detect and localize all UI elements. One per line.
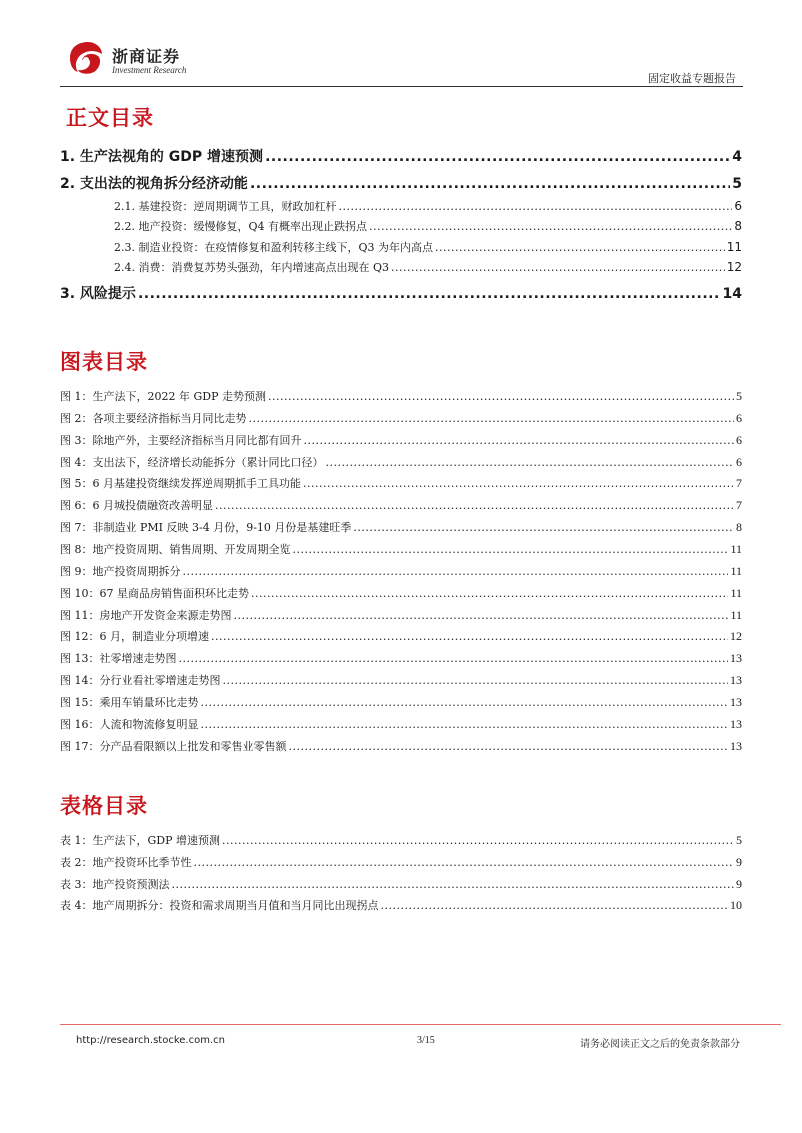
toc-entry-label: 3. 风险提示 — [60, 286, 136, 302]
toc-entry-page: 12 — [726, 260, 742, 274]
toc-entry-page: 6 — [734, 199, 742, 213]
toc-leader-dots — [250, 176, 730, 192]
toc-entry-label: 图 7：非制造业 PMI 反映 3-4 月份，9-10 月份是基建旺季 — [60, 521, 352, 535]
toc-entry-label: 表 3：地产投资预测法 — [60, 877, 170, 891]
toc-entry-page: 9 — [736, 876, 742, 891]
toc-entry[interactable] — [60, 897, 742, 913]
toc-entry-label: 表 4：地产周期拆分：投资和需求周期当月值和当月同比出现拐点 — [60, 899, 379, 913]
toc-leader-dots — [234, 609, 729, 622]
toc-entry-page: 11 — [726, 240, 742, 254]
report-type: 固定收益专题报告 — [648, 72, 736, 85]
toc-leader-dots — [201, 696, 729, 709]
page-indicator: 3/15 — [417, 1035, 435, 1046]
toc-entry-page: 8 — [734, 219, 742, 233]
toc-entry-label: 图 14：分行业看社零增速走势图 — [60, 674, 221, 688]
toc-entry[interactable] — [60, 432, 742, 448]
toc-leader-dots — [249, 412, 735, 425]
toc-entry[interactable] — [60, 672, 742, 688]
toc-entry-page: 11 — [730, 541, 742, 556]
figures-title: 图表目录 — [60, 350, 148, 374]
toc-entry-label: 图 17：分产品看限额以上批发和零售业零售额 — [60, 739, 287, 753]
toc-entry-label: 2.4. 消费：消费复苏势头强劲，年内增速高点出现在 Q3 — [114, 261, 389, 274]
toc-entry-label: 图 10：67 星商品房销售面积环比走势 — [60, 586, 249, 600]
toc-entry-page: 5 — [736, 389, 742, 403]
toc-entry[interactable] — [60, 519, 742, 535]
toc-leader-dots — [194, 856, 735, 869]
toc-entry-label: 图 16：人流和物流修复明显 — [60, 717, 199, 731]
toc-leader-dots — [251, 587, 728, 600]
toc-entry[interactable] — [60, 738, 742, 754]
toc-entry-page: 12 — [730, 629, 742, 644]
toc-entry[interactable] — [60, 454, 742, 470]
toc-leader-dots — [369, 220, 732, 233]
toc-leader-dots — [304, 434, 735, 447]
toc-entry[interactable] — [60, 628, 742, 644]
toc-leader-dots — [138, 286, 721, 302]
toc-entry-label: 图 1：生产法下，2022 年 GDP 走势预测 — [60, 390, 266, 403]
toc-leader-dots — [381, 899, 729, 912]
toc-entry-page: 13 — [730, 673, 742, 688]
toc-entry[interactable] — [60, 585, 742, 601]
tables-title: 表格目录 — [60, 794, 148, 818]
toc-leader-dots — [339, 200, 733, 213]
toc-entry[interactable] — [60, 694, 742, 710]
toc-entry[interactable] — [60, 832, 742, 848]
toc-entry-label: 图 3：除地产外，主要经济指标当月同比都有回升 — [60, 433, 302, 447]
toc-leader-dots — [289, 740, 729, 753]
toc-entry-label: 图 13：社零增速走势图 — [60, 652, 177, 666]
toc-leader-dots — [293, 543, 729, 556]
toc-entry-page: 6 — [736, 432, 742, 447]
brand-name-cn: 浙商证券 — [112, 47, 181, 66]
toc-leader-dots — [179, 652, 729, 665]
brand-name-en: Investment Research — [112, 65, 187, 75]
toc-leader-dots — [215, 499, 734, 512]
toc-leader-dots — [391, 261, 725, 274]
toc-entry[interactable] — [114, 198, 742, 214]
toc-leader-dots — [211, 630, 728, 643]
toc-entry-label: 2.1. 基建投资：逆周期调节工具，财政加杠杆 — [114, 200, 337, 213]
toc-entry-label: 图 2：各项主要经济指标当月同比走势 — [60, 411, 247, 425]
toc-entry[interactable] — [60, 854, 742, 870]
toc-entry[interactable] — [60, 283, 742, 303]
toc-entry[interactable] — [114, 259, 742, 275]
toc-entry-label: 表 1：生产法下，GDP 增速预测 — [60, 834, 220, 847]
toc-leader-dots — [222, 834, 734, 847]
toc-leader-dots — [183, 565, 729, 578]
toc-entry[interactable] — [60, 173, 742, 193]
toc-entry-page: 13 — [730, 716, 742, 731]
toc-entry[interactable] — [60, 716, 742, 732]
toc-entry[interactable] — [60, 146, 742, 166]
toc-entry-label: 图 12：6 月，制造业分项增速 — [60, 630, 209, 644]
toc-entry[interactable] — [114, 239, 742, 255]
toc-entry[interactable] — [60, 497, 742, 513]
toc-entry[interactable] — [60, 607, 742, 623]
toc-entry-page: 5 — [732, 176, 742, 192]
toc-entry[interactable] — [60, 388, 742, 404]
toc-leader-dots — [223, 674, 729, 687]
toc-entry[interactable] — [60, 563, 742, 579]
contents-title: 正文目录 — [66, 106, 154, 130]
toc-entry-label: 图 11：房地产开发资金来源走势图 — [60, 608, 232, 622]
zheshang-logo-icon — [66, 40, 106, 76]
toc-entry-page: 7 — [736, 476, 742, 491]
toc-entry-page: 13 — [730, 738, 742, 753]
footer-disclaimer: 请务必阅读正文之后的免责条款部分 — [580, 1039, 740, 1050]
toc-entry-page: 9 — [736, 854, 742, 869]
toc-leader-dots — [268, 390, 734, 403]
toc-entry-label: 2.3. 制造业投资：在疫情修复和盈利转移主线下，Q3 为年内高点 — [114, 241, 433, 254]
toc-leader-dots — [265, 149, 730, 165]
toc-leader-dots — [201, 718, 729, 731]
toc-entry-page: 8 — [736, 520, 742, 535]
toc-entry-page: 6 — [736, 410, 742, 425]
toc-entry-page: 11 — [730, 563, 742, 578]
toc-leader-dots — [353, 521, 734, 534]
toc-entry-page: 7 — [736, 498, 742, 513]
toc-entry[interactable] — [60, 541, 742, 557]
toc-entry-page: 11 — [730, 585, 742, 600]
toc-entry[interactable] — [60, 876, 742, 892]
toc-leader-dots — [303, 477, 734, 490]
header-divider — [60, 86, 743, 87]
toc-entry-page: 13 — [730, 651, 742, 666]
footer-url-link[interactable]: http://research.stocke.com.cn — [76, 1035, 225, 1046]
toc-entry-page: 6 — [736, 454, 742, 469]
toc-entry-page: 5 — [736, 833, 742, 847]
toc-entry-page: 13 — [730, 694, 742, 709]
toc-entry-label: 图 15：乘用车销量环比走势 — [60, 695, 199, 709]
toc-entry-label: 2.2. 地产投资：缓慢修复，Q4 有概率出现止跌拐点 — [114, 220, 367, 233]
toc-leader-dots — [435, 241, 725, 254]
toc-entry-label: 图 4：支出法下，经济增长动能拆分（累计同比口径） — [60, 455, 324, 469]
footer-divider — [60, 1024, 781, 1025]
toc-entry-page: 4 — [732, 149, 742, 165]
toc-entry[interactable] — [114, 218, 742, 234]
toc-leader-dots — [172, 878, 735, 891]
toc-entry[interactable] — [60, 650, 742, 666]
toc-entry-label: 2. 支出法的视角拆分经济动能 — [60, 176, 248, 192]
toc-entry-label: 1. 生产法视角的 GDP 增速预测 — [60, 149, 264, 165]
toc-entry[interactable] — [60, 410, 742, 426]
toc-entry-page: 14 — [722, 286, 742, 302]
toc-entry-label: 图 8：地产投资周期、销售周期、开发周期全览 — [60, 542, 291, 556]
toc-leader-dots — [326, 456, 735, 469]
toc-entry-label: 图 5：6 月基建投资继续发挥逆周期抓手工具功能 — [60, 477, 301, 491]
toc-entry-label: 图 9：地产投资周期拆分 — [60, 564, 181, 578]
toc-entry[interactable] — [60, 475, 742, 491]
toc-entry-page: 11 — [730, 607, 742, 622]
toc-entry-page: 10 — [730, 898, 742, 913]
toc-entry-label: 表 2：地产投资环比季节性 — [60, 855, 192, 869]
toc-entry-label: 图 6：6 月城投债融资改善明显 — [60, 499, 213, 513]
